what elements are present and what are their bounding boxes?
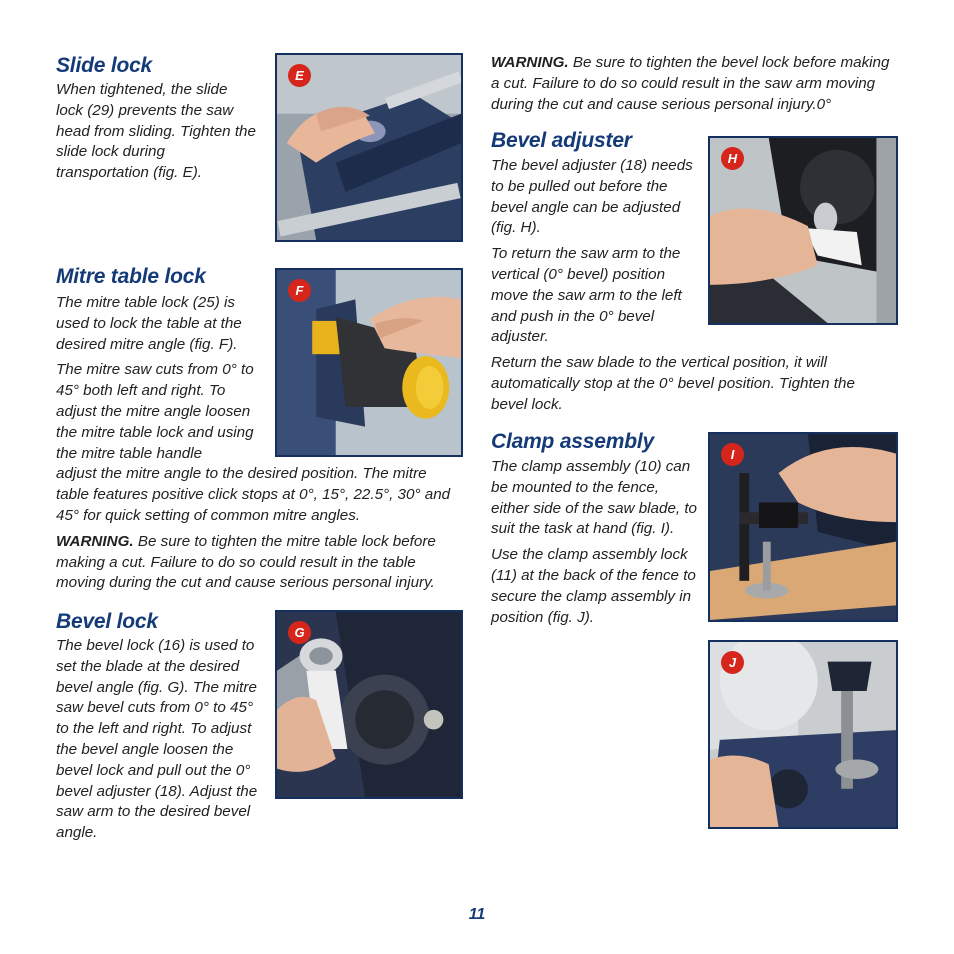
figure-i-photo: [708, 432, 898, 622]
figure-e-badge: E: [288, 64, 311, 87]
figure-f-badge: F: [288, 279, 311, 302]
warning-label-mitre: WARNING.: [56, 532, 134, 550]
figure-h-photo: [708, 136, 898, 325]
figure-h-badge: H: [721, 147, 744, 170]
text-mitre-p2: The mitre saw cuts from 0° to 45° both left and right. To adjust the mitre angle loosen the mitre table lock and using the mitre table handle: [56, 361, 254, 462]
heading-mitre-table-lock: Mitre table lock: [56, 265, 206, 288]
figure-j-photo: [708, 640, 898, 829]
figure-g-photo: [275, 610, 463, 799]
heading-bevel-adjuster: Bevel adjuster: [491, 129, 632, 152]
page-number: 11: [468, 906, 486, 923]
warning-text-mitre: Be sure to tighten the mitre table lock before making a cut. Failure to do so could result in the table moving during the cut and cause serious personal injury.: [56, 532, 436, 592]
heading-bevel-lock: Bevel lock: [56, 610, 158, 633]
figure-f-photo: [275, 268, 463, 457]
figure-i-badge: I: [721, 443, 744, 466]
warning-text-bevel: Be sure to tighten the bevel lock before making a cut. Failure to do so could result in the saw arm moving during the cut and cause serious personal injury.0°: [491, 54, 890, 113]
heading-slide-lock: Slide lock: [56, 54, 153, 77]
section-clamp-assembly: [491, 429, 701, 628]
text-adjuster-p3: Return the saw blade to the vertical position, it will automatically stop at the 0° bevel position. Tighten the bevel lock.: [491, 354, 855, 413]
text-slide-lock: When tightened, the slide lock (29) prevents the saw head from sliding. Tighten the slide lock during transportation (fig. E).: [56, 81, 256, 182]
figure-g-badge: G: [288, 621, 311, 644]
section-top-warning: [491, 53, 901, 115]
text-mitre-p1: The mitre table lock (25) is used to lock the table at the desired mitre angle (fig. F).: [56, 294, 242, 353]
text-mitre-warning: [56, 532, 456, 594]
heading-clamp-assembly: Clamp assembly: [491, 430, 654, 453]
section-slide-lock: [56, 53, 256, 184]
text-clamp-p1: The clamp assembly (10) can be mounted to the fence, either side of the saw blade, to suit the task at hand (fig. I).: [491, 458, 698, 538]
text-bevel-lock: The bevel lock (16) is used to set the blade at the desired bevel angle (fig. G). The mitre saw bevel cuts from 0° to 45° to the left and right. To adjust the bevel angle loosen the bevel lock and pull out the 0° bevel adjuster (18). Adjust the saw arm to the desired bevel angle.: [56, 637, 258, 842]
section-bevel-lock: [56, 609, 268, 844]
text-clamp-p2: Use the clamp assembly lock (11) at the back of the fence to secure the clamp assembly in position (fig. J).: [491, 546, 696, 626]
text-mitre-p3: adjust the mitre angle to the desired position. The mitre table features positive click stops at 0°, 15°, 22.5°, 30° and 45° for quick setting of common mitre angles.: [56, 465, 451, 524]
text-adjuster-p1: The bevel adjuster (18) needs to be pulled out before the bevel angle can be adjusted (fig. H).: [491, 157, 693, 237]
text-adjuster-p2: To return the saw arm to the vertical (0° bevel) position move the saw arm to the left and push in the 0° bevel adjuster.: [491, 245, 682, 346]
text-bevel-warning: [491, 53, 901, 115]
figure-j-badge: J: [721, 651, 744, 674]
warning-label-bevel: WARNING.: [491, 54, 569, 71]
figure-e-photo: [275, 53, 463, 242]
